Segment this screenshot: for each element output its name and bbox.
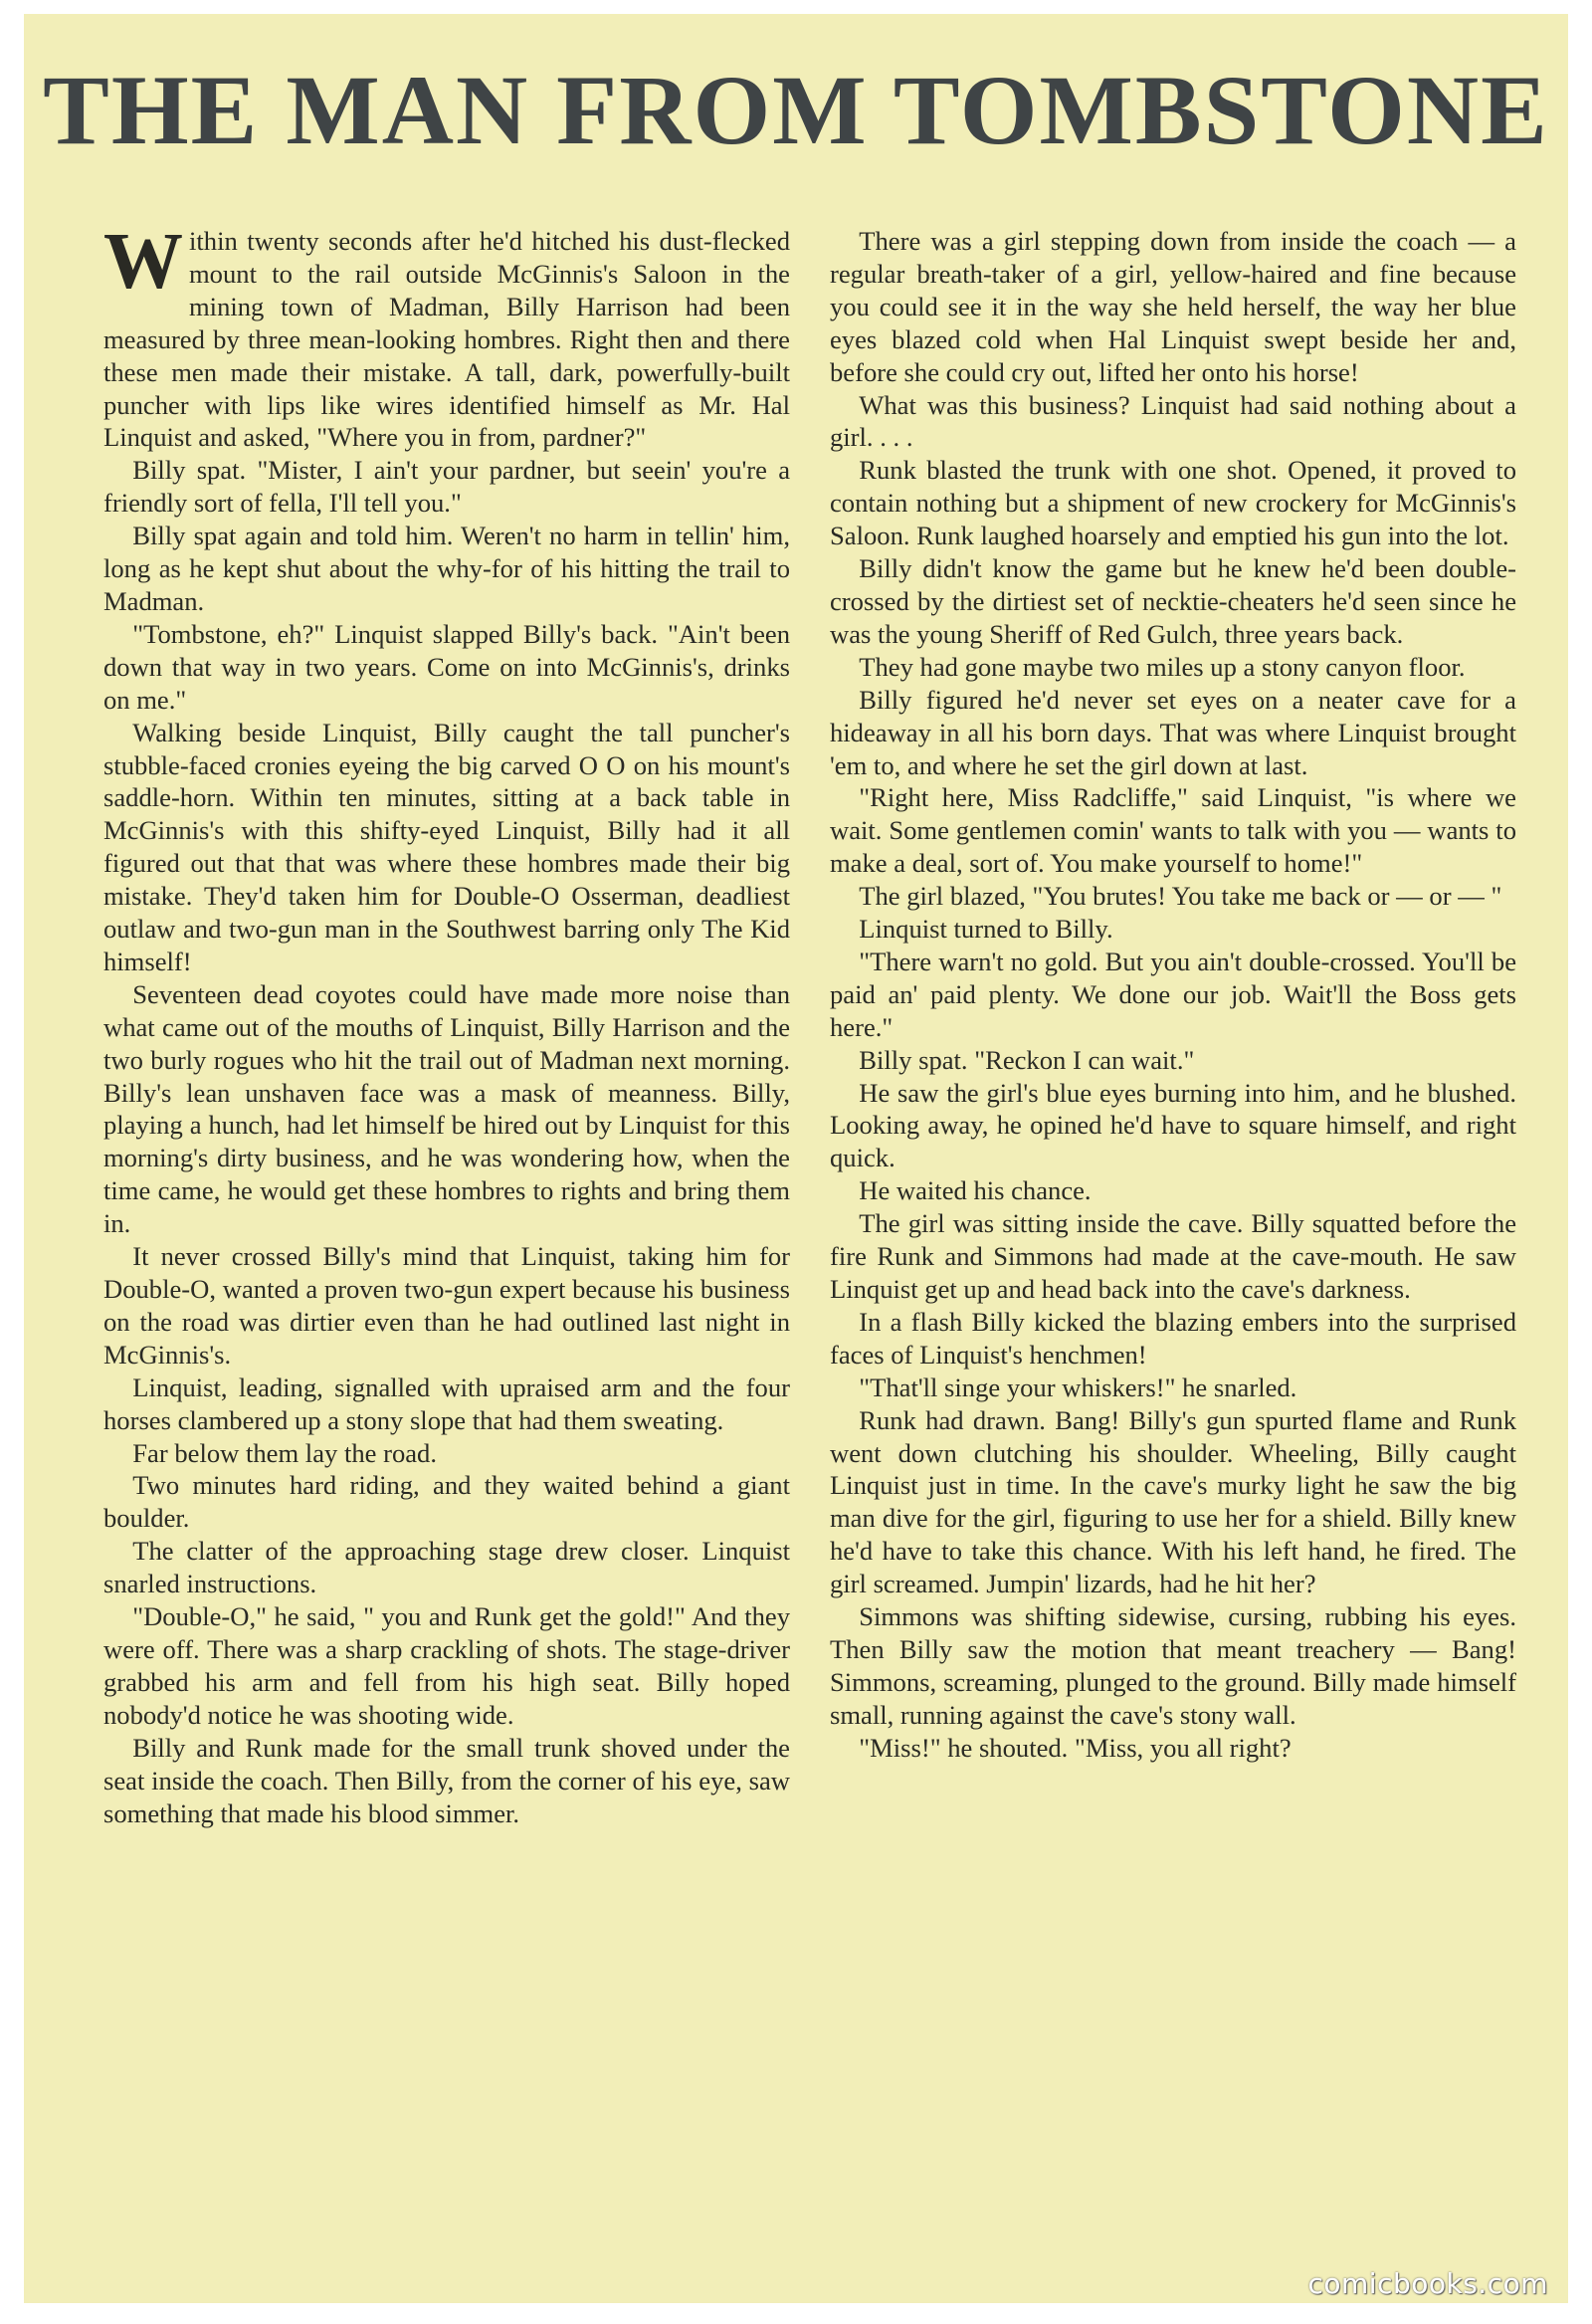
paragraph: "Double-O," he said, " you and Runk get the gold!" And they were off. There was a sharp crackling of shots. The stage-driver grabbed his arm and fell from his high seat. Billy hoped nobody'd notice he was shooting wide. [103, 1601, 790, 1730]
watermark: comicbooks.com [1307, 2267, 1548, 2300]
paragraph: Billy spat. "Reckon I can wait." [859, 1044, 1195, 1075]
story-title: THE MAN FROM TOMBSTONE [43, 55, 1549, 165]
paragraph: "There warn't no gold. But you ain't double-crossed. You'll be paid an' paid plenty. We done our job. Wait'll the Boss gets here." [830, 946, 1516, 1042]
paragraph: It never crossed Billy's mind that Linquist, taking him for Double-O, wanted a proven two-gun expert because his business on the road was dirtier even than he had outlined last night in McGinnis's. [103, 1241, 790, 1370]
text-column-left [103, 218, 790, 1829]
paragraph: Billy and Runk made for the small trunk shoved under the seat inside the coach. Then Billy, from the corner of his eye, saw something that made his blood simmer. [103, 1732, 790, 1828]
paragraph: Linquist turned to Billy. [859, 914, 1113, 945]
story-page [24, 14, 1568, 2303]
text-column-right [830, 225, 1516, 1765]
paragraph: The girl blazed, "You brutes! You take me back or — or — " [859, 881, 1502, 912]
paragraph: The clatter of the approaching stage drew closer. Linquist snarled instructions. [103, 1536, 790, 1599]
paragraph: Far below them lay the road. [132, 1437, 437, 1468]
paragraph: Runk had drawn. Bang! Billy's gun spurted flame and Runk went down clutching his shoulder. Wheeling, Billy caught Linquist just in time. In the cave's murky light he saw the big man dive for the girl, figuring to use her for a shield. Billy knew he'd have to take this chance. With his left hand, he fired. The girl screamed. Jumpin' lizards, had he hit her? [830, 1404, 1516, 1599]
paragraph: ithin twenty seconds after he'd hitched his dust-flecked mount to the rail outside McGinnis's Saloon in the mining town of Madman, Billy Harrison had been measured by three mean-looking hombres. Right then and there these men made their mistake. A tall, dark, powerfully-built puncher with lips like wires identified himself as Mr. Hal Linquist and asked, "Where you in from, pardner?" [103, 226, 790, 453]
paragraph: He saw the girl's blue eyes burning into him, and he blushed. Looking away, he opined he'd have to square himself, and right quick. [830, 1077, 1516, 1173]
paragraph: The girl was sitting inside the cave. Billy squatted before the fire Runk and Simmons had made at the cave-mouth. He saw Linquist get up and head back into the cave's darkness. [830, 1208, 1516, 1304]
paragraph: Linquist, leading, signalled with upraised arm and the four horses clambered up a stony slope that had them sweating. [103, 1372, 790, 1435]
paragraph: He waited his chance. [859, 1175, 1092, 1206]
paragraph: "Right here, Miss Radcliffe," said Linquist, "is where we wait. Some gentlemen comin' wants to talk with you — wants to make a deal, sort of. You make yourself to home!" [830, 782, 1516, 879]
paragraph: Billy spat. "Mister, I ain't your pardner, but seein' you're a friendly sort of fella, I'll tell you." [103, 455, 790, 519]
paragraph: They had gone maybe two miles up a stony canyon floor. [859, 651, 1466, 682]
paragraph: "That'll singe your whiskers!" he snarled. [859, 1372, 1297, 1402]
paragraph: Billy didn't know the game but he knew he'd been double-crossed by the dirtiest set of necktie-cheaters he'd seen since he was the young Sheriff of Red Gulch, three years back. [830, 553, 1516, 649]
paragraph: Walking beside Linquist, Billy caught the tall puncher's stubble-faced cronies eyeing the big carved O O on his mount's saddle-horn. Within ten minutes, sitting at a back table in McGinnis's with this shifty-eyed Linquist, Billy had it all figured out that that was where these hombres made their big mistake. They'd taken him for Double-O Osserman, deadliest outlaw and two-gun man in the Southwest barring only The Kid himself! [103, 717, 790, 976]
paragraph: Billy spat again and told him. Weren't no harm in tellin' him, long as he kept shut about the why-for of his hitting the trail to Madman. [103, 521, 790, 616]
paragraph: In a flash Billy kicked the blazing embers into the surprised faces of Linquist's henchmen! [830, 1306, 1516, 1370]
paragraph: Two minutes hard riding, and they waited behind a giant boulder. [103, 1470, 790, 1534]
paragraph: "Tombstone, eh?" Linquist slapped Billy's back. "Ain't been down that way in two years. Come on into McGinnis's, drinks on me." [103, 618, 790, 715]
paragraph: What was this business? Linquist had said nothing about a girl. . . . [830, 389, 1516, 453]
paragraph: Billy figured he'd never set eyes on a neater cave for a hideaway in all his born days. That was where Linquist brought 'em to, and where he set the girl down at last. [830, 684, 1516, 780]
paragraph: "Miss!" he shouted. "Miss, you all right? [859, 1732, 1292, 1763]
paragraph: Seventeen dead coyotes could have made more noise than what came out of the mouths of Linquist, Billy Harrison and the two burly rogues who hit the trail out of Madman next morning. Billy's lean unshaven face was a mask of meanness. Billy, playing a hunch, had let himself be hired out by Linquist for this morning's dirty business, and he was wondering how, when the time came, he would get these hombres to rights and bring them in. [103, 978, 790, 1239]
paragraph: Simmons was shifting sidewise, cursing, rubbing his eyes. Then Billy saw the motion that meant treachery — Bang! Simmons, screaming, plunged to the ground. Billy made himself small, running against the cave's stony wall. [830, 1601, 1516, 1730]
paragraph: There was a girl stepping down from inside the coach — a regular breath-taker of a girl, yellow-haired and fine because you could see it in the way she held herself, the way her blue eyes blazed cold when Hal Linquist swept beside her and, before she could cry out, lifted her onto his horse! [830, 226, 1516, 387]
drop-cap: W [103, 218, 183, 306]
paragraph: Runk blasted the trunk with one shot. Opened, it proved to contain nothing but a shipment of new crockery for McGinnis's Saloon. Runk laughed hoarsely and emptied his gun into the lot. [830, 455, 1516, 551]
